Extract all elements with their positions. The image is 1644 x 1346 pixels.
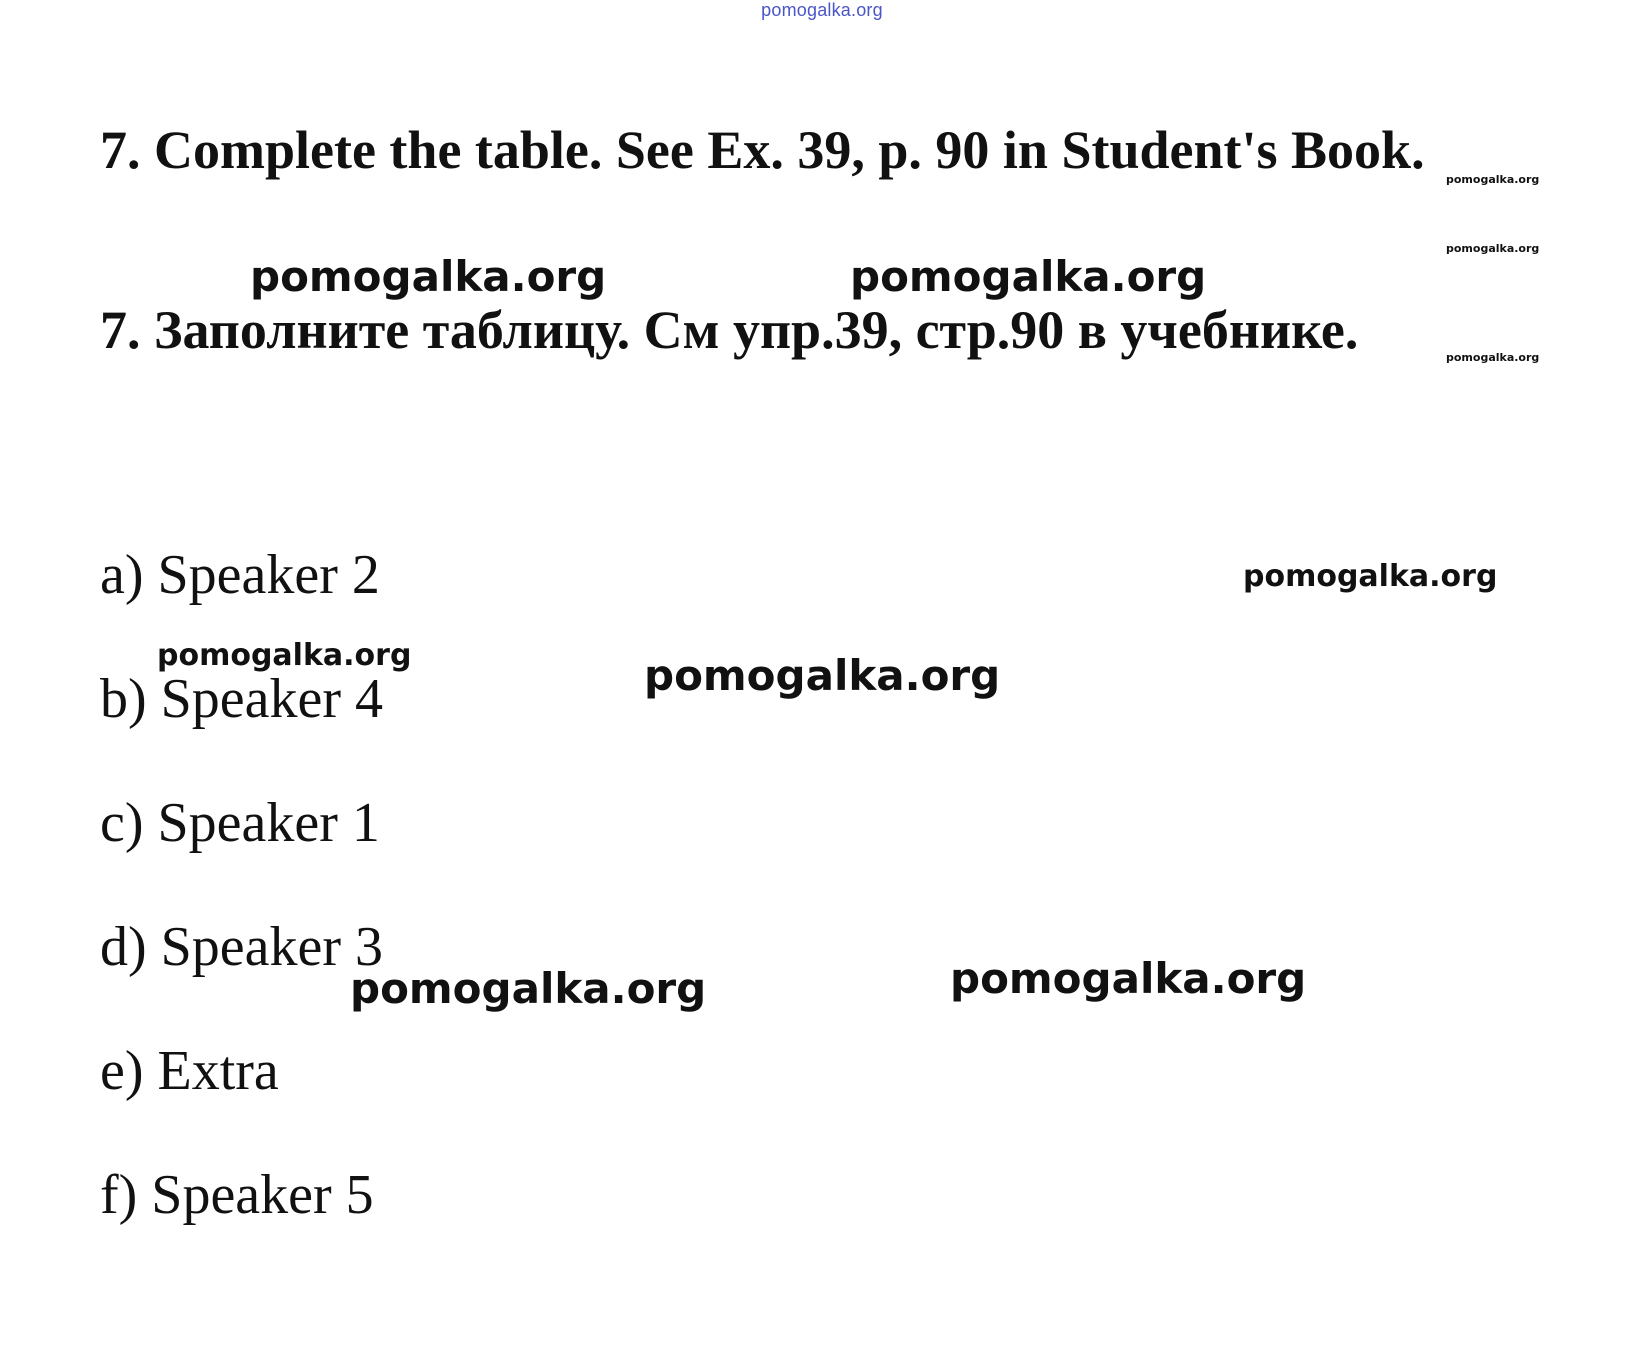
answer-item-f: f) Speaker 5 <box>100 1164 374 1226</box>
watermark-large-3: pomogalka.org <box>644 651 1001 700</box>
watermark-small-3: pomogalka.org <box>1446 351 1540 364</box>
watermark-large-5: pomogalka.org <box>950 954 1307 1003</box>
answer-item-d: d) Speaker 3 <box>100 916 384 978</box>
top-watermark: pomogalka.org <box>761 0 883 20</box>
watermark-large-2: pomogalka.org <box>850 252 1207 301</box>
watermark-medium-2: pomogalka.org <box>157 638 412 673</box>
task-heading-english: 7. Complete the table. See Ex. 39, p. 90 in Student's Book. <box>100 120 1425 180</box>
answer-item-e: e) Extra <box>100 1040 279 1102</box>
answer-item-c: c) Speaker 1 <box>100 792 380 854</box>
watermark-medium-1: pomogalka.org <box>1243 559 1498 594</box>
watermark-large-4: pomogalka.org <box>350 964 707 1013</box>
answer-item-a: a) Speaker 2 <box>100 544 380 606</box>
watermark-small-1: pomogalka.org <box>1446 173 1540 186</box>
watermark-large-1: pomogalka.org <box>250 252 607 301</box>
watermark-small-2: pomogalka.org <box>1446 242 1540 255</box>
task-heading-russian: 7. Заполните таблицу. См упр.39, стр.90 в учебнике. <box>100 300 1359 360</box>
answer-item-b: b) Speaker 4 <box>100 668 384 730</box>
